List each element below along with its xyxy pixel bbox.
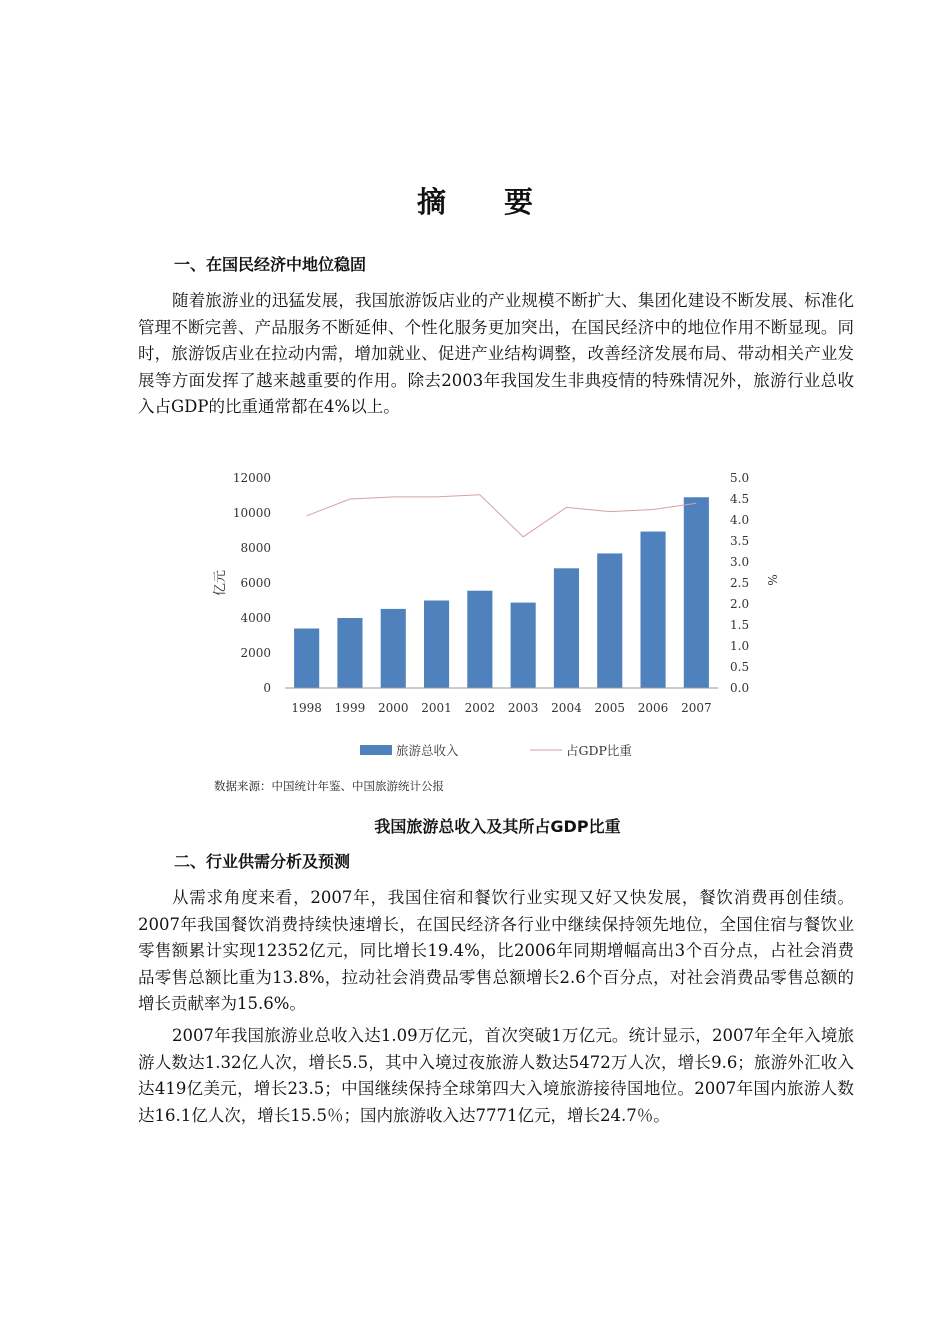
y-tick-label: 4000 [240,611,271,625]
x-tick-label: 2001 [421,701,452,715]
legend-swatch-bar [360,745,392,755]
bar [467,591,492,688]
legend-label-line: 占GDP比重 [566,743,632,758]
figure-caption: 我国旅游总收入及其所占GDP比重 [374,817,621,836]
bar [424,601,449,689]
x-tick-label: 2007 [681,701,712,715]
y2-tick-label: 2.0 [730,597,750,611]
y2-tick-label: 3.5 [730,534,750,548]
y-tick-label: 8000 [240,541,271,555]
y2-tick-label: 2.5 [730,576,750,590]
x-tick-label: 1998 [291,701,322,715]
paragraph-2: 从需求角度来看，2007年，我国住宿和餐饮行业实现又好又快发展，餐饮消费再创佳绩。2007年我国餐饮消费持续快速增长，在国民经济各行业中继续保持领先地位，全国住宿与餐饮业零售额累计实现12352亿元，同比增长19.4%，比2006年同期增幅高出3个百分点，占社会消费品零售总额比重为13.8%，拉动社会消费品零售总额增长2.6个百分点，对社会消费品零售总额的增长贡献率为15.6%。 [138,888,854,1013]
bar [640,532,665,688]
section-heading-2: 二、行业供需分析及预测 [174,852,351,871]
page-title: 摘 要 [416,185,558,219]
y-tick-label: 0 [263,681,271,695]
bar [597,553,622,688]
bar [554,568,579,688]
paragraph-1: 随着旅游业的迅猛发展，我国旅游饭店业的产业规模不断扩大、集团化建设不断发展、标准化管理不断完善、产品服务不断延伸、个性化服务更加突出，在国民经济中的地位作用不断显现。同时，旅游饭店业在拉动内需，增加就业、促进产业结构调整，改善经济发展布局、带动相关产业发展等方面发挥了越来越重要的作用。除去2003年我国发生非典疫情的特殊情况外，旅游行业总收入占GDP的比重通常都在4%以上。 [138,291,854,416]
chart-source-note: 数据来源：中国统计年鉴、中国旅游统计公报 [214,779,444,793]
x-tick-label: 1999 [334,701,366,715]
y2-tick-label: 1.0 [730,639,750,653]
y-axis-label: 亿元 [213,569,228,597]
paragraph-3: 2007年我国旅游业总收入达1.09万亿元，首次突破1万亿元。统计显示，2007年全年入境旅游人数达1.32亿人次，增长5.5，其中入境过夜旅游人数达5472万人次，增长9.6；旅游外汇收入达419亿美元，增长23.5；中国继续保持全球第四大入境旅游接待国地位。2007年国内旅游人数达16.1亿人次，增长15.5％；国内旅游收入达7771亿元，增长24.7％。 [138,1026,854,1125]
y2-tick-label: 5.0 [730,471,750,485]
y2-tick-label: 4.5 [730,492,750,506]
x-tick-label: 2004 [551,701,582,715]
gdp-share-line [307,495,697,537]
y2-tick-label: 4.0 [730,513,750,527]
bar [337,618,362,688]
y-tick-label: 2000 [240,646,271,660]
y-tick-label: 10000 [232,506,271,520]
x-tick-label: 2002 [464,701,496,715]
y2-tick-label: 0.5 [730,660,750,674]
bar [684,497,709,688]
x-tick-label: 2000 [377,701,409,715]
tourism-revenue-chart [200,460,780,770]
y2-axis-label: % [765,574,779,586]
bar [294,629,319,689]
y-tick-label: 12000 [232,471,271,485]
y2-tick-label: 3.0 [730,555,750,569]
bar [511,603,536,688]
x-tick-label: 2005 [594,701,626,715]
x-tick-label: 2006 [637,701,669,715]
bar [381,609,406,688]
y2-tick-label: 0.0 [730,681,750,695]
y2-tick-label: 1.5 [730,618,750,632]
y-tick-label: 6000 [240,576,271,590]
chart-container [200,460,780,770]
section-heading-1: 一、在国民经济中地位稳固 [174,255,367,274]
x-tick-label: 2003 [507,701,539,715]
legend-label-bar: 旅游总收入 [396,743,459,758]
